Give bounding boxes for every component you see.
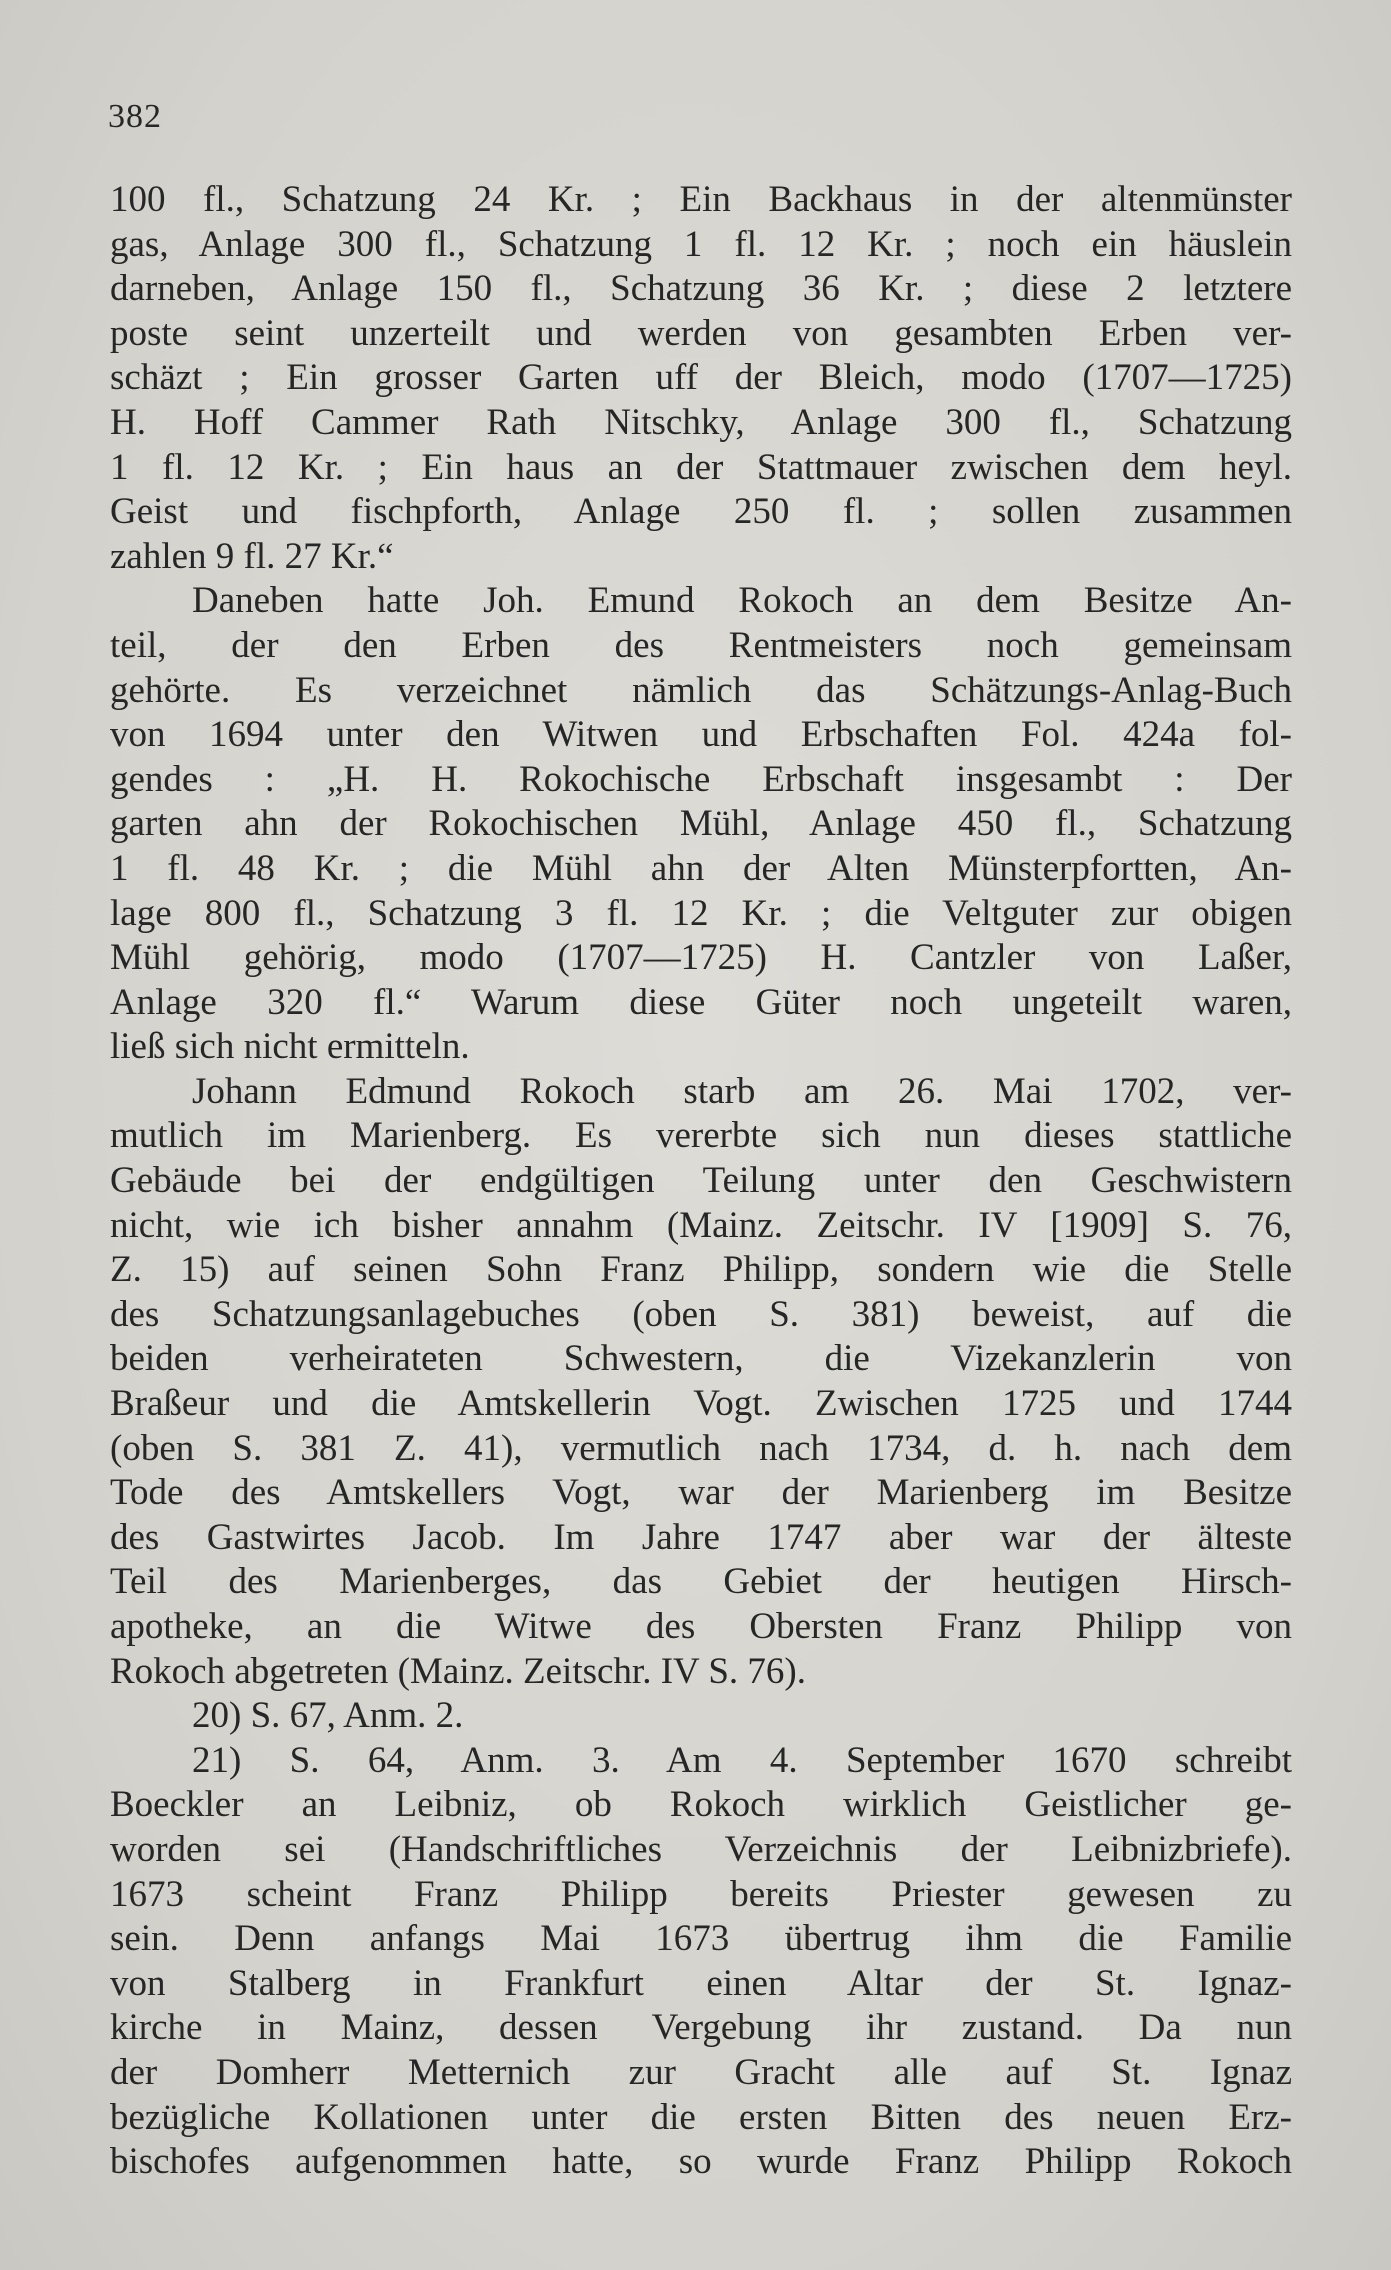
text-line: ließ sich nicht ermitteln. — [110, 1026, 470, 1068]
text-line: 1673 scheint Franz Philipp bereits Priester gewesen zu — [110, 1873, 1292, 1915]
text-line: 100 fl., Schatzung 24 Kr. ; Ein Backhaus in der altenmünster — [110, 179, 1292, 220]
text-line: poste seint unzerteilt und werden von gesambten Erben ver- — [110, 312, 1292, 354]
text-line: nicht, wie ich bisher annahm (Mainz. Zeitschr. IV [1909] S. 76, — [110, 1204, 1292, 1246]
text-line: Boeckler an Leibniz, ob Rokoch wirklich Geistlicher ge- — [110, 1784, 1292, 1826]
text-line: Teil des Marienberges, das Gebiet der heutigen Hirsch- — [110, 1561, 1292, 1603]
text-line: gendes : „H. H. Rokochische Erbschaft insgesambt : Der — [110, 758, 1292, 800]
text-line: 1 fl. 12 Kr. ; Ein haus an der Stattmauer zwischen dem heyl. — [110, 446, 1292, 488]
text-line: worden sei (Handschriftliches Verzeichnis der Leibnizbriefe). — [110, 1828, 1292, 1870]
text-line: gehörte. Es verzeichnet nämlich das Schätzungs-Anlag-Buch — [110, 669, 1292, 711]
text-line: zahlen 9 fl. 27 Kr.“ — [110, 535, 394, 577]
body-text — [110, 178, 1292, 2185]
text-line: bischofes aufgenommen hatte, so wurde Franz Philipp Rokoch — [110, 2141, 1292, 2183]
text-line: sein. Denn anfangs Mai 1673 übertrug ihm die Familie — [110, 1918, 1292, 1960]
text-line: teil, der den Erben des Rentmeisters noch gemeinsam — [110, 624, 1292, 666]
text-line: Braßeur und die Amtskellerin Vogt. Zwischen 1725 und 1744 — [110, 1383, 1292, 1425]
text-line: apotheke, an die Witwe des Obersten Franz Philipp von — [110, 1606, 1292, 1647]
footnote-line: 20) S. 67, Anm. 2. — [192, 1695, 464, 1737]
text-line: Daneben hatte Joh. Emund Rokoch an dem Besitze An- — [192, 580, 1292, 622]
text-line: mutlich im Marienberg. Es vererbte sich nun dieses stattliche — [110, 1115, 1292, 1157]
text-line: (oben S. 381 Z. 41), vermutlich nach 1734, d. h. nach dem — [110, 1427, 1292, 1469]
text-line: Gebäude bei der endgültigen Teilung unter den Geschwistern — [110, 1160, 1292, 1202]
text-line: des Schatzungsanlagebuches (oben S. 381) beweist, auf die — [110, 1293, 1292, 1335]
text-line: H. Hoff Cammer Rath Nitschky, Anlage 300 fl., Schatzung — [110, 401, 1292, 443]
text-line: beiden verheirateten Schwestern, die Vizekanzlerin von — [110, 1338, 1292, 1380]
text-line: Rokoch abgetreten (Mainz. Zeitschr. IV S. 76). — [110, 1650, 806, 1692]
text-line: Z. 15) auf seinen Sohn Franz Philipp, sondern wie die Stelle — [110, 1249, 1292, 1291]
text-line: schäzt ; Ein grosser Garten uff der Bleich, modo (1707—1725) — [110, 357, 1292, 399]
page-number: 382 — [108, 98, 162, 135]
text-line: bezügliche Kollationen unter die ersten Bitten des neuen Erz- — [110, 2096, 1292, 2138]
text-line: 1 fl. 48 Kr. ; die Mühl ahn der Alten Münsterpfortten, An- — [110, 847, 1292, 889]
text-line: gas, Anlage 300 fl., Schatzung 1 fl. 12 Kr. ; noch ein häuslein — [110, 223, 1292, 265]
text-line: Anlage 320 fl.“ Warum diese Güter noch ungeteilt waren, — [110, 981, 1292, 1023]
text-line: Mühl gehörig, modo (1707—1725) H. Cantzler von Laßer, — [110, 937, 1292, 979]
text-line: darneben, Anlage 150 fl., Schatzung 36 Kr. ; diese 2 letztere — [110, 268, 1292, 310]
text-line: kirche in Mainz, dessen Vergebung ihr zustand. Da nun — [110, 2007, 1292, 2049]
footnote-line: 21) S. 64, Anm. 3. Am 4. September 1670 schreibt — [192, 1739, 1292, 1781]
text-line: der Domherr Metternich zur Gracht alle auf St. Ignaz — [110, 2051, 1292, 2093]
text-line: von 1694 unter den Witwen und Erbschaften Fol. 424a fol- — [110, 714, 1292, 756]
text-line: Tode des Amtskellers Vogt, war der Marienberg im Besitze — [110, 1472, 1292, 1514]
text-line: des Gastwirtes Jacob. Im Jahre 1747 aber war der älteste — [110, 1516, 1292, 1558]
text-line: garten ahn der Rokochischen Mühl, Anlage 450 fl., Schatzung — [110, 803, 1292, 845]
text-line: von Stalberg in Frankfurt einen Altar der St. Ignaz- — [110, 1962, 1292, 2004]
text-line: Geist und fischpforth, Anlage 250 fl. ; sollen zusammen — [110, 491, 1292, 533]
text-line: Johann Edmund Rokoch starb am 26. Mai 1702, ver- — [192, 1070, 1292, 1112]
text-line: lage 800 fl., Schatzung 3 fl. 12 Kr. ; die Veltguter zur obigen — [110, 892, 1292, 934]
